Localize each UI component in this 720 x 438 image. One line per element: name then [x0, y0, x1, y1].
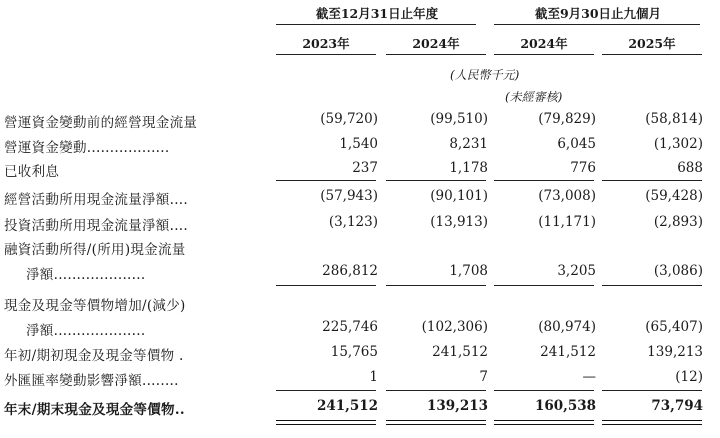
row-label-net-financing-cont: 淨額....................: [26, 267, 146, 283]
row-9-value-4: 73,794: [651, 398, 703, 414]
row-5-value-2: 1,708: [449, 263, 488, 279]
row-5-value-1: 286,812: [322, 263, 378, 279]
row-2-value-3: 776: [570, 160, 596, 176]
row-8-value-4: (12): [675, 369, 703, 385]
row-6-value-4: (65,407): [645, 319, 703, 335]
row-label-operating-before-wc: 營運資金變動前的經營現金流量: [4, 115, 198, 131]
row-3-value-4: (59,428): [645, 188, 703, 204]
double-rule-2: [386, 420, 486, 425]
double-rule-1: [276, 420, 376, 425]
row-8-value-3: —: [582, 369, 596, 385]
row-9-value-3: 160,538: [534, 398, 596, 414]
header-group-nine-months: 截至9月30日止九個月: [534, 6, 662, 21]
year-header-1: 2023年: [302, 36, 350, 51]
subtotal-rule-4: [602, 180, 702, 181]
year-header-rule-3: [494, 54, 594, 55]
row-7-value-1: 15,765: [330, 344, 378, 360]
row-3-value-3: (73,008): [538, 188, 596, 204]
total-rule-3: [494, 390, 594, 391]
subtotal2-rule-1: [276, 285, 376, 286]
row-8-value-1: 1: [369, 369, 378, 385]
row-label-opening-cash: 年初/期初現金及現金等價物 .: [4, 348, 184, 364]
row-0-value-3: (79,829): [538, 111, 596, 127]
year-header-3: 2024年: [520, 36, 568, 51]
row-1-value-1: 1,540: [339, 136, 378, 152]
row-label-interest-received: 已收利息: [4, 164, 60, 180]
row-7-value-4: 139,213: [647, 344, 703, 360]
row-8-value-2: 7: [479, 369, 488, 385]
row-2-value-4: 688: [677, 160, 703, 176]
double-rule-4: [602, 420, 702, 425]
row-3-value-2: (90,101): [430, 188, 488, 204]
row-7-value-2: 241,512: [432, 344, 488, 360]
row-4-value-1: (3,123): [328, 214, 378, 230]
row-label-closing-cash: 年末/期末現金及現金等價物..: [4, 402, 185, 418]
row-1-value-3: 6,045: [557, 136, 596, 152]
subtotal-rule-1: [276, 180, 376, 181]
row-2-value-2: 1,178: [449, 160, 488, 176]
row-label-net-operating: 經營活動所用現金流量淨額....: [4, 192, 188, 208]
header-group-fiscal-year-rule: [276, 24, 476, 25]
row-label-fx-effect: 外匯匯率變動影響淨額........: [4, 373, 179, 389]
unaudited-label: (未經審核): [505, 90, 563, 104]
subtotal2-rule-2: [386, 285, 486, 286]
row-6-value-3: (80,974): [538, 319, 596, 335]
row-label-net-change-cash: 現金及現金等價物增加/(減少): [4, 298, 186, 314]
total-rule-4: [602, 390, 702, 391]
row-label-net-change-cash-cont: 淨額....................: [26, 323, 146, 339]
row-6-value-1: 225,746: [322, 319, 378, 335]
row-1-value-2: 8,231: [449, 136, 488, 152]
row-5-value-3: 3,205: [557, 263, 596, 279]
total-rule-2: [386, 390, 486, 391]
row-4-value-4: (2,893): [653, 214, 703, 230]
unit-label: (人民幣千元): [450, 68, 520, 82]
header-group-nine-months-rule: [494, 24, 700, 25]
row-0-value-4: (58,814): [645, 111, 703, 127]
row-6-value-2: (102,306): [421, 319, 488, 335]
row-1-value-4: (1,302): [653, 136, 703, 152]
row-0-value-1: (59,720): [320, 111, 378, 127]
row-2-value-1: 237: [352, 160, 378, 176]
row-label-net-financing: 融資活動所得/(所用)現金流量: [4, 242, 186, 258]
subtotal-rule-3: [494, 180, 594, 181]
row-9-value-2: 139,213: [426, 398, 488, 414]
row-label-working-capital: 營運資金變動..................: [4, 140, 170, 156]
double-rule-3: [494, 420, 594, 425]
year-header-rule-2: [386, 54, 486, 55]
year-header-4: 2025年: [628, 36, 676, 51]
row-label-net-investing: 投資活動所用現金流量淨額....: [4, 218, 188, 234]
year-header-rule-4: [602, 54, 702, 55]
total-rule-1: [276, 390, 376, 391]
year-header-2: 2024年: [412, 36, 460, 51]
subtotal2-rule-3: [494, 285, 594, 286]
row-5-value-4: (3,086): [653, 263, 703, 279]
row-4-value-2: (13,913): [430, 214, 488, 230]
row-7-value-3: 241,512: [540, 344, 596, 360]
subtotal-rule-2: [386, 180, 486, 181]
subtotal2-rule-4: [602, 285, 702, 286]
row-4-value-3: (11,171): [538, 214, 596, 230]
row-0-value-2: (99,510): [430, 111, 488, 127]
row-3-value-1: (57,943): [320, 188, 378, 204]
header-group-fiscal-year: 截至12月31日止年度: [315, 6, 439, 21]
year-header-rule-1: [276, 54, 376, 55]
row-9-value-1: 241,512: [316, 398, 378, 414]
